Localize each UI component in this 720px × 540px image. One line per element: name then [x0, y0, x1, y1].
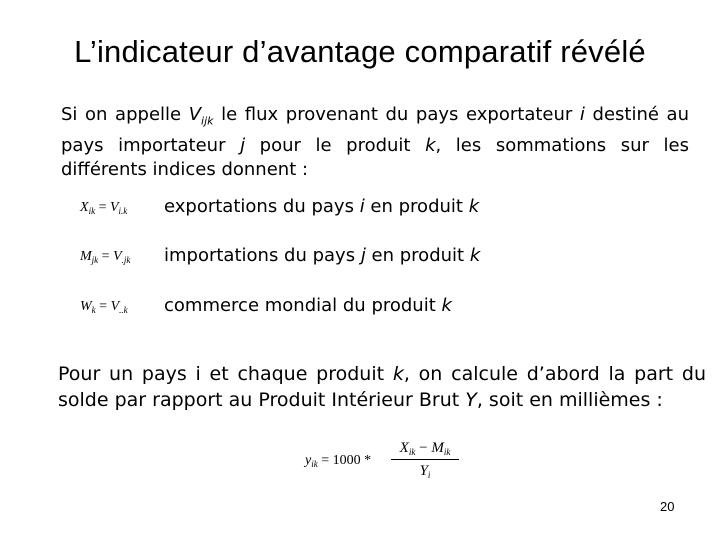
world-trade-formula	[80, 299, 128, 315]
intro-paragraph	[61, 103, 689, 182]
eq: =	[95, 299, 111, 314]
den-sub: i	[427, 470, 431, 480]
fraction	[391, 440, 459, 480]
rhs-sub: i.k	[118, 206, 128, 216]
lhs-sub: k	[91, 305, 96, 315]
var-j: j	[240, 134, 246, 156]
ratio-formula	[305, 440, 465, 496]
desc-text2: en produit	[364, 196, 469, 217]
v-main: V	[188, 104, 202, 125]
p2-text-3: , soit en millièmes :	[476, 389, 663, 411]
desc-var2: k	[469, 245, 481, 266]
den-y: Y	[419, 463, 428, 479]
second-paragraph	[58, 361, 706, 413]
num-x-sub: ik	[408, 447, 416, 457]
denominator	[391, 460, 459, 480]
constant: 1000	[332, 453, 361, 468]
world-trade-description	[164, 295, 452, 316]
desc-text2: en produit	[365, 245, 470, 266]
page-number: 20	[660, 499, 675, 514]
intro-text-4: pour le produit	[245, 134, 426, 156]
desc-text: commerce mondial du produit	[164, 295, 442, 316]
eq: =	[317, 453, 333, 468]
lhs-sub: jk	[91, 255, 99, 265]
num-x: X	[399, 440, 409, 456]
minus: −	[415, 440, 432, 456]
eq: =	[95, 200, 110, 215]
desc-var1: k	[441, 295, 452, 316]
eq: =	[98, 249, 114, 264]
y-sub: ik	[311, 459, 318, 469]
var-k: k	[425, 134, 436, 156]
desc-var2: k	[468, 196, 480, 217]
rhs-sub: ..k	[119, 305, 128, 315]
v-sub: ijk	[201, 114, 214, 128]
desc-text: exportations du pays	[164, 196, 360, 217]
desc-var1: j	[360, 245, 366, 266]
numerator	[391, 440, 459, 460]
num-m: M	[431, 440, 444, 456]
lhs-sub: ik	[88, 206, 96, 216]
intro-text-3: destiné au pays importateur	[61, 104, 689, 156]
p2-var-y: Y	[465, 389, 477, 411]
lhs: W	[80, 299, 92, 314]
rhs-sub: .jk	[121, 255, 131, 265]
rhs: V	[110, 299, 120, 314]
num-m-sub: ik	[443, 447, 451, 457]
imports-description	[164, 245, 480, 266]
formula-lhs	[305, 453, 371, 469]
p2-text-1: Pour un pays i et chaque produit	[58, 363, 393, 385]
lhs: X	[80, 200, 89, 215]
rhs: V	[109, 200, 119, 215]
var-i: i	[579, 104, 585, 125]
exports-formula	[80, 200, 127, 216]
intro-text-1: Si on appelle	[61, 104, 189, 125]
rhs: V	[113, 249, 122, 264]
intro-text-5: , les sommations sur les différents indices donnent :	[61, 134, 689, 180]
slide-title: L’indicateur d’avantage comparatif révélé	[74, 34, 646, 69]
v-ijk-symbol	[188, 104, 214, 128]
p2-text-2: , on calcule d’abord la part du solde par rapport au Produit Intérieur Brut	[58, 363, 706, 411]
desc-var1: i	[359, 196, 365, 217]
exports-description	[164, 196, 479, 217]
desc-text: importations du pays	[164, 245, 361, 266]
imports-formula	[80, 249, 130, 265]
p2-var-k: k	[392, 363, 404, 385]
y-var: y	[305, 453, 312, 468]
intro-text-2: le flux provenant du pays exportateur	[213, 104, 580, 125]
multiply-op: *	[360, 453, 372, 468]
lhs: M	[80, 249, 92, 264]
